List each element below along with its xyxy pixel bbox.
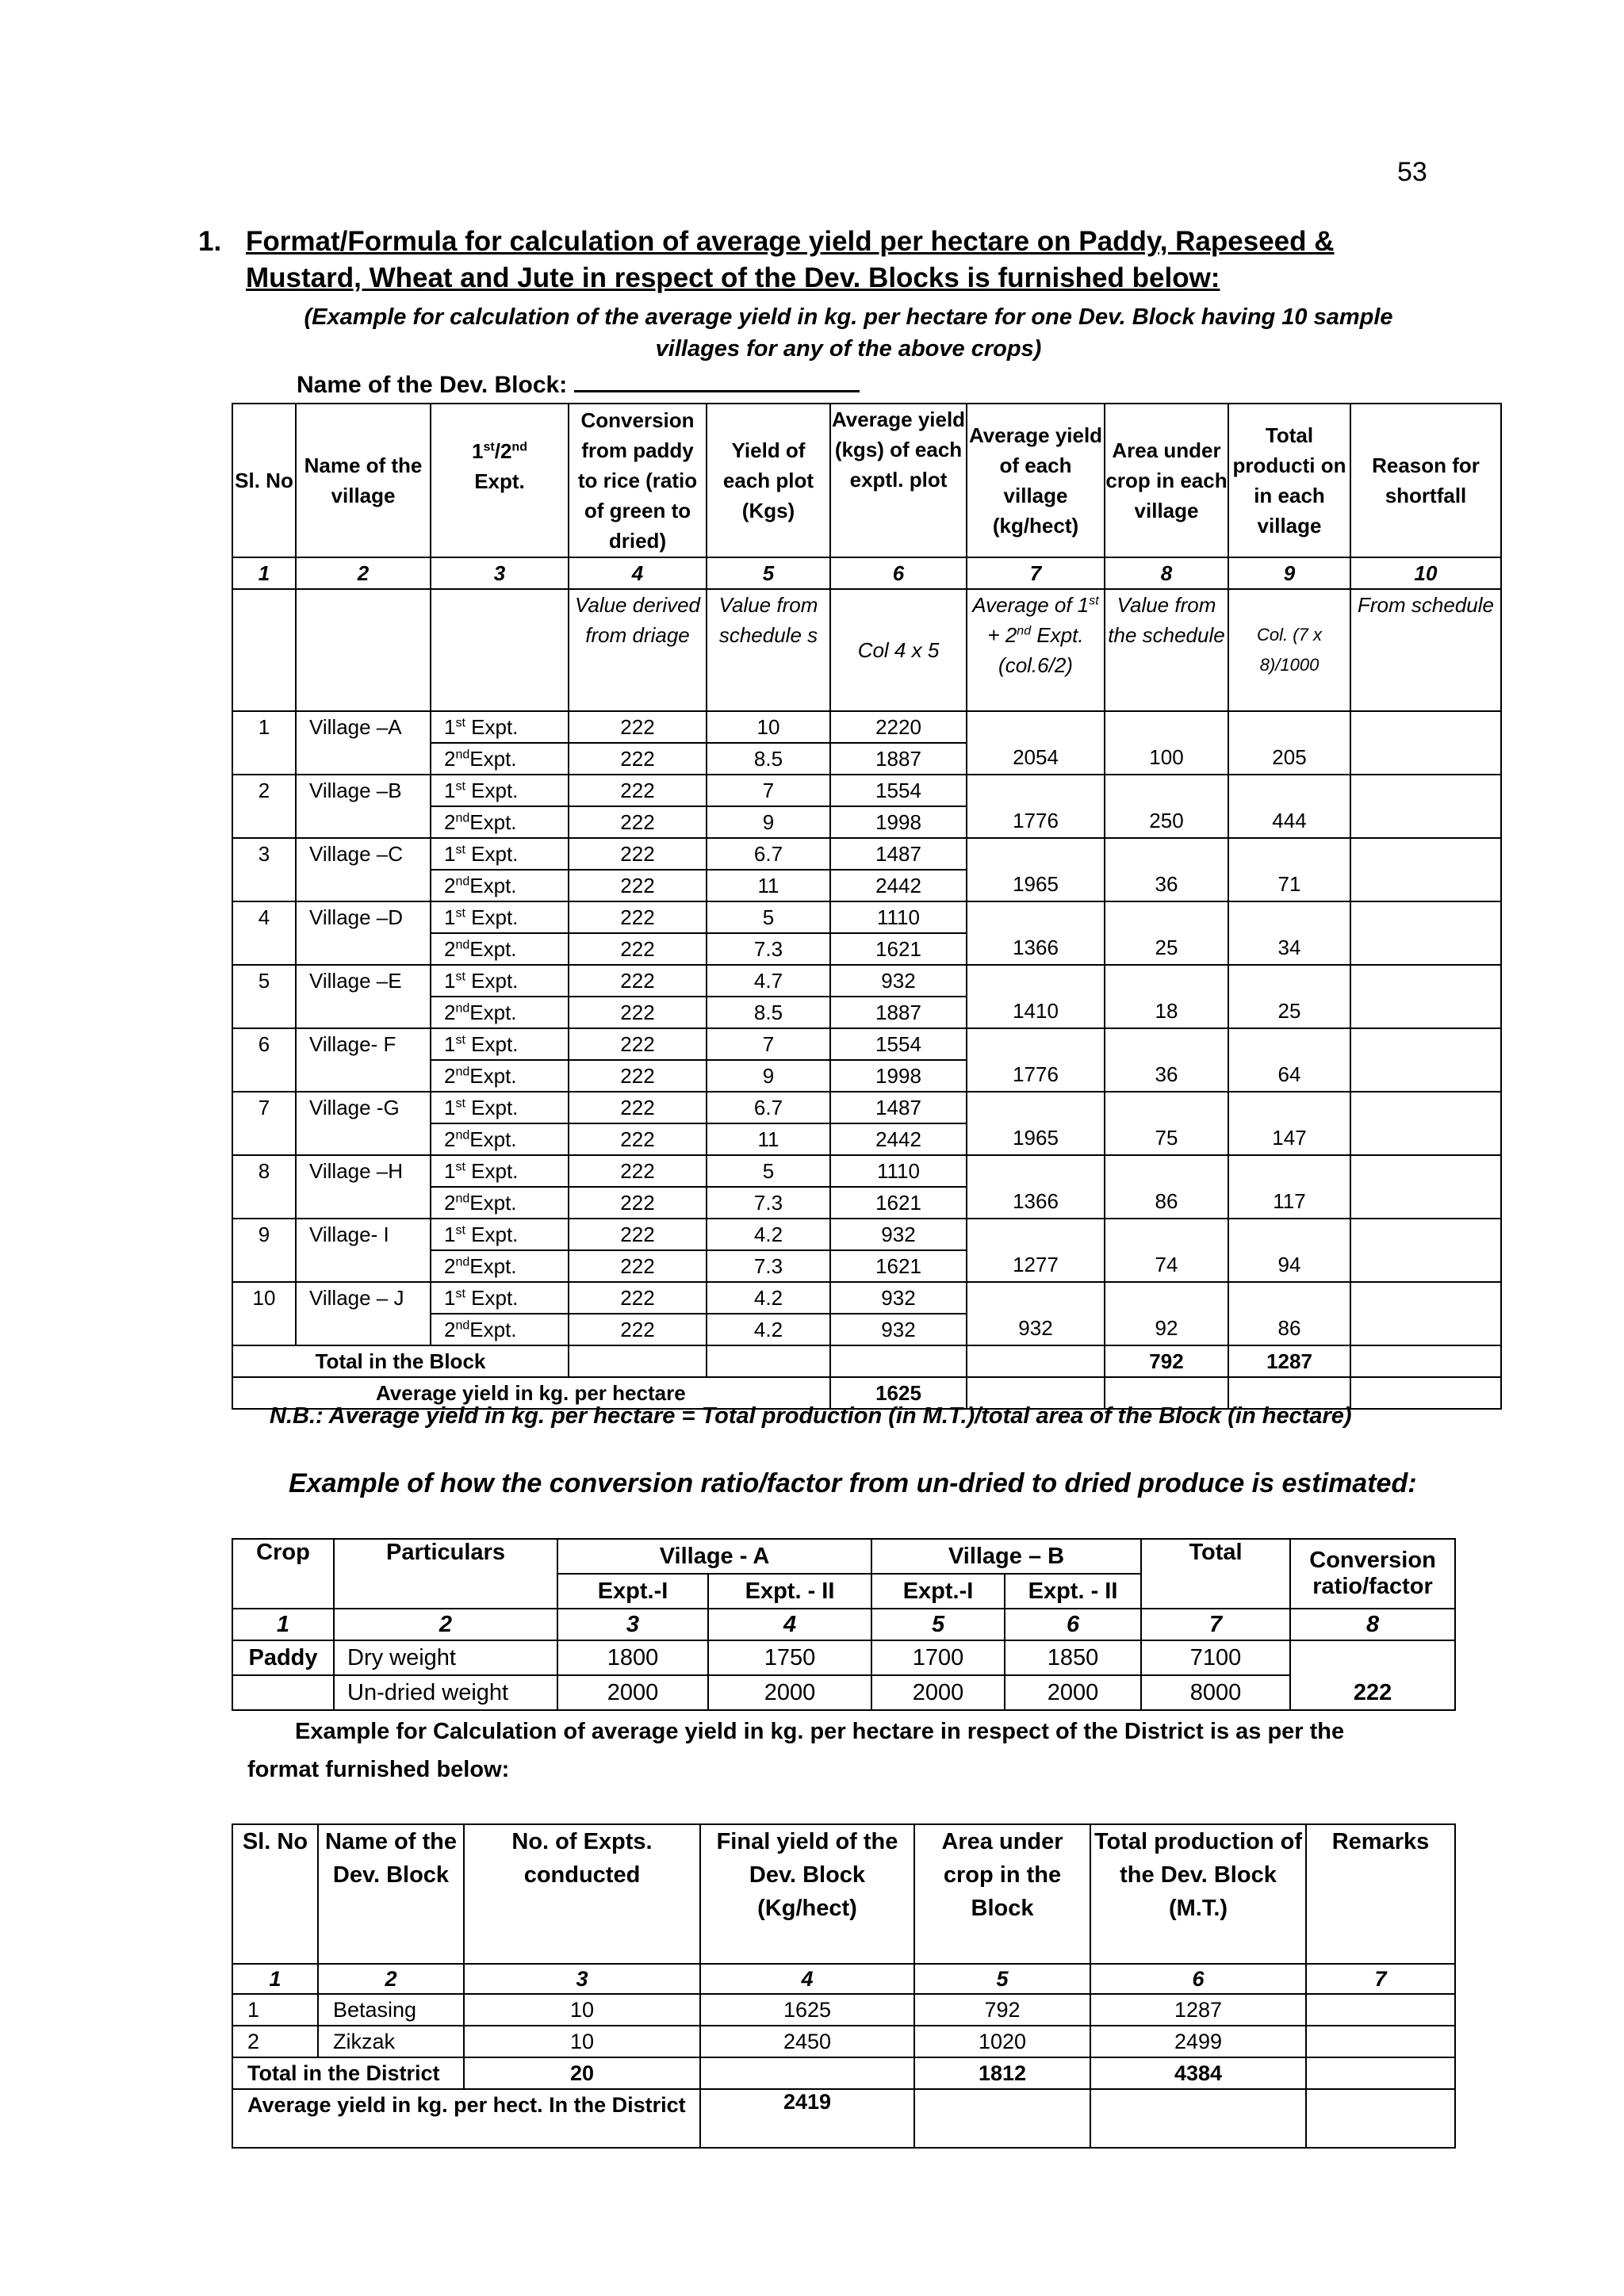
yield-cell: 2450	[700, 2026, 914, 2057]
plot-avg-cell: 1621	[830, 933, 967, 965]
header-total: Total	[1141, 1539, 1290, 1609]
sl-cell: 1	[232, 711, 296, 775]
header-final-yield: Final yield of the Dev. Block (Kg/hect)	[700, 1824, 914, 1964]
desc-total: Col. (7 x 8)/1000	[1228, 589, 1350, 711]
village-avg-cell: 932	[967, 1282, 1105, 1345]
sl-cell: 5	[232, 965, 296, 1028]
total-production-district: 4384	[1090, 2057, 1306, 2089]
village-name-cell: Village –C	[296, 838, 431, 901]
expt-2-label: 2ndExpt.	[431, 1060, 569, 1092]
value-cell: 2000	[1005, 1675, 1141, 1710]
district-note-line-1: Example for Calculation of average yield in kg. per hectare in respect of the District is as per the	[295, 1719, 1345, 1744]
conversion-cell: 222	[569, 933, 707, 965]
expt-1-label: 1st Expt.	[431, 901, 569, 933]
village-area-cell: 18	[1105, 965, 1228, 1028]
village-row	[232, 711, 1501, 743]
desc-conversion: Value derived from driage	[569, 589, 707, 711]
avg-empty	[914, 2089, 1090, 2148]
village-area-cell: 100	[1105, 711, 1228, 775]
col-number: 6	[1005, 1609, 1141, 1640]
expt-1-label: 1st Expt.	[431, 838, 569, 870]
reason-cell	[1350, 1282, 1501, 1345]
plot-yield-cell: 4.2	[707, 1282, 830, 1314]
col-number: 9	[1228, 557, 1350, 589]
average-yield-label: Average yield in kg. per hectare	[232, 1377, 830, 1409]
total-production: 1287	[1228, 1345, 1350, 1377]
village-name-cell: Village –D	[296, 901, 431, 965]
nb-note: N.B.: Average yield in kg. per hectare = Total production (in M.T.)/total area of the Block (in hectare)	[270, 1403, 1352, 1429]
production-cell: 1287	[1090, 1994, 1306, 2026]
village-row	[232, 838, 1501, 870]
col-number: 1	[232, 1964, 318, 1994]
total-empty	[707, 1345, 830, 1377]
col-number: 4	[700, 1964, 914, 1994]
conversion-cell: 222	[569, 1092, 707, 1123]
col-number: 6	[1090, 1964, 1306, 1994]
total-area: 792	[1105, 1345, 1228, 1377]
village-name-cell: Village -G	[296, 1092, 431, 1155]
desc-avg-village: Average of 1st + 2nd Expt. (col.6/2)	[967, 589, 1105, 711]
village-row	[232, 1219, 1501, 1250]
col-number: 3	[464, 1964, 700, 1994]
total-empty	[1306, 2057, 1455, 2089]
header-avg-plot: Average yield (kgs) of each exptl. plot	[830, 404, 967, 557]
particular-dry: Dry weight	[334, 1640, 557, 1675]
plot-yield-cell: 4.2	[707, 1314, 830, 1345]
conversion-cell: 222	[569, 1314, 707, 1345]
col-number: 4	[569, 557, 707, 589]
plot-avg-cell: 1998	[830, 806, 967, 838]
plot-avg-cell: 1887	[830, 743, 967, 775]
plot-avg-cell: 932	[830, 1219, 967, 1250]
conversion-cell: 222	[569, 1250, 707, 1282]
reason-cell	[1350, 1155, 1501, 1219]
conversion-cell: 222	[569, 1028, 707, 1060]
subnote-line-2: villages for any of the above crops)	[655, 336, 1042, 362]
village-total-cell: 64	[1228, 1028, 1350, 1092]
village-total-cell: 86	[1228, 1282, 1350, 1345]
header-village-a: Village - A	[557, 1539, 871, 1574]
total-area-district: 1812	[914, 2057, 1090, 2089]
avg-empty	[1090, 2089, 1306, 2148]
value-cell: 8000	[1141, 1675, 1290, 1710]
village-total-cell: 25	[1228, 965, 1350, 1028]
sl-cell: 2	[232, 775, 296, 838]
plot-avg-cell: 1554	[830, 1028, 967, 1060]
sl-cell: 2	[232, 2026, 318, 2057]
header-expts-conducted: No. of Expts. conducted	[464, 1824, 700, 1964]
total-empty	[967, 1345, 1105, 1377]
col-number: 7	[1141, 1609, 1290, 1640]
plot-yield-cell: 5	[707, 901, 830, 933]
plot-avg-cell: 932	[830, 1282, 967, 1314]
avg-empty	[1350, 1377, 1501, 1409]
expt-2-label: 2ndExpt.	[431, 870, 569, 901]
conversion-cell: 222	[569, 965, 707, 997]
col-number: 7	[1306, 1964, 1455, 1994]
remarks-cell	[1306, 2026, 1455, 2057]
village-area-cell: 36	[1105, 838, 1228, 901]
plot-avg-cell: 2442	[830, 1123, 967, 1155]
value-cell: 2000	[871, 1675, 1005, 1710]
value-cell: 2000	[557, 1675, 708, 1710]
expt-2-label: 2ndExpt.	[431, 806, 569, 838]
col-number: 2	[296, 557, 431, 589]
header-yield-plot: Yield of each plot (Kgs)	[707, 404, 830, 557]
expt-1-label: 1st Expt.	[431, 1092, 569, 1123]
header-village-b: Village – B	[871, 1539, 1141, 1574]
desc-area: Value from the schedule	[1105, 589, 1228, 711]
plot-avg-cell: 1621	[830, 1187, 967, 1219]
plot-yield-cell: 7	[707, 1028, 830, 1060]
header-area: Area under crop in each village	[1105, 404, 1228, 557]
total-empty	[830, 1345, 967, 1377]
village-avg-cell: 1277	[967, 1219, 1105, 1282]
col-number: 4	[708, 1609, 871, 1640]
district-note	[247, 1712, 1469, 1789]
village-row	[232, 1155, 1501, 1187]
conversion-ratio-table	[232, 1538, 1456, 1711]
header-village-name: Name of the village	[296, 404, 431, 557]
village-avg-cell: 1410	[967, 965, 1105, 1028]
total-empty	[700, 2057, 914, 2089]
area-cell: 792	[914, 1994, 1090, 2026]
value-cell: 2000	[708, 1675, 871, 1710]
conversion-cell: 222	[569, 1060, 707, 1092]
plot-yield-cell: 7.3	[707, 1250, 830, 1282]
conversion-cell: 222	[569, 1123, 707, 1155]
total-block-label: Total in the Block	[232, 1345, 569, 1377]
reason-cell	[1350, 711, 1501, 775]
plot-avg-cell: 2220	[830, 711, 967, 743]
expt-1-label: 1st Expt.	[431, 1155, 569, 1187]
header-expt: 1st/2nd Expt.	[431, 404, 569, 557]
header-particulars: Particulars	[334, 1539, 557, 1609]
expt-1-label: 1st Expt.	[431, 711, 569, 743]
plot-yield-cell: 8.5	[707, 997, 830, 1028]
desc-empty	[232, 589, 296, 711]
district-note-line-2: format furnished below:	[247, 1757, 510, 1782]
plot-avg-cell: 2442	[830, 870, 967, 901]
heading-line-1: Format/Formula for calculation of average yield per hectare on Paddy, Rapeseed &	[246, 226, 1335, 257]
village-row	[232, 775, 1501, 806]
plot-avg-cell: 1110	[830, 1155, 967, 1187]
header-expt-2: Expt. - II	[1005, 1574, 1141, 1609]
village-yield-table	[232, 403, 1502, 1410]
village-area-cell: 75	[1105, 1092, 1228, 1155]
header-total-production-block: Total production of the Dev. Block (M.T.)	[1090, 1824, 1306, 1964]
reason-cell	[1350, 1092, 1501, 1155]
conversion-example-title: Example of how the conversion ratio/factor from un-dried to dried produce is estimated:	[289, 1468, 1417, 1498]
sl-cell: 4	[232, 901, 296, 965]
village-name-cell: Village –H	[296, 1155, 431, 1219]
sl-cell: 9	[232, 1219, 296, 1282]
header-expt-1: Expt.-I	[871, 1574, 1005, 1609]
header-remarks: Remarks	[1306, 1824, 1455, 1964]
village-area-cell: 92	[1105, 1282, 1228, 1345]
village-area-cell: 86	[1105, 1155, 1228, 1219]
reason-cell	[1350, 965, 1501, 1028]
total-empty	[1350, 1345, 1501, 1377]
value-cell: 1850	[1005, 1640, 1141, 1675]
expt-2-label: 2ndExpt.	[431, 1123, 569, 1155]
plot-yield-cell: 9	[707, 1060, 830, 1092]
header-expt-2: Expt. - II	[708, 1574, 871, 1609]
expts-cell: 10	[464, 1994, 700, 2026]
desc-empty	[431, 589, 569, 711]
plot-avg-cell: 1487	[830, 838, 967, 870]
sl-cell: 3	[232, 838, 296, 901]
district-average-label: Average yield in kg. per hect. In the District	[232, 2089, 700, 2148]
plot-yield-cell: 5	[707, 1155, 830, 1187]
plot-avg-cell: 1487	[830, 1092, 967, 1123]
expts-cell: 10	[464, 2026, 700, 2057]
header-total-production: Total producti on in each village	[1228, 404, 1350, 557]
value-cell: 1800	[557, 1640, 708, 1675]
col-number: 5	[707, 557, 830, 589]
block-name-label: Name of the Dev. Block:	[297, 372, 568, 398]
plot-avg-cell: 1554	[830, 775, 967, 806]
village-total-cell: 34	[1228, 901, 1350, 965]
plot-yield-cell: 4.2	[707, 1219, 830, 1250]
col-number: 2	[334, 1609, 557, 1640]
header-avg-village: Average yield of each village (kg/hect)	[967, 404, 1105, 557]
expt-1-label: 1st Expt.	[431, 965, 569, 997]
village-avg-cell: 1776	[967, 775, 1105, 838]
col-number: 10	[1350, 557, 1501, 589]
desc-avg-plot: Col 4 x 5	[830, 589, 967, 711]
sl-cell: 10	[232, 1282, 296, 1345]
block-name-cell: Betasing	[318, 1994, 464, 2026]
header-sl-no: Sl. No	[232, 1824, 318, 1964]
col-number: 8	[1290, 1609, 1455, 1640]
header-expt-1: Expt.-I	[557, 1574, 708, 1609]
header-sl-no: Sl. No	[232, 404, 296, 557]
conversion-cell: 222	[569, 1155, 707, 1187]
village-name-cell: Village- I	[296, 1219, 431, 1282]
plot-yield-cell: 7	[707, 775, 830, 806]
avg-empty	[1306, 2089, 1455, 2148]
heading-line-2: Mustard, Wheat and Jute in respect of the Dev. Blocks is furnished below:	[246, 262, 1220, 293]
header-conversion: Conversion from paddy to rice (ratio of green to dried)	[569, 404, 707, 557]
plot-avg-cell: 1110	[830, 901, 967, 933]
header-conversion-ratio: Conversion ratio/factor	[1290, 1539, 1455, 1609]
plot-avg-cell: 932	[830, 965, 967, 997]
village-total-cell: 205	[1228, 711, 1350, 775]
sl-cell: 8	[232, 1155, 296, 1219]
plot-avg-cell: 1998	[830, 1060, 967, 1092]
conversion-cell: 222	[569, 1187, 707, 1219]
reason-cell	[1350, 1028, 1501, 1092]
village-name-cell: Village- F	[296, 1028, 431, 1092]
total-district-label: Total in the District	[232, 2057, 464, 2089]
remarks-cell	[1306, 1994, 1455, 2026]
col-number: 6	[830, 557, 967, 589]
conversion-cell: 222	[569, 1219, 707, 1250]
crop-name: Paddy	[232, 1640, 334, 1675]
header-reason: Reason for shortfall	[1350, 404, 1501, 557]
conversion-cell: 222	[569, 901, 707, 933]
total-empty	[569, 1345, 707, 1377]
value-cell: 7100	[1141, 1640, 1290, 1675]
col-number: 7	[967, 557, 1105, 589]
sl-cell: 1	[232, 1994, 318, 2026]
reason-cell	[1350, 838, 1501, 901]
reason-cell	[1350, 901, 1501, 965]
header-area-block: Area under crop in the Block	[914, 1824, 1090, 1964]
conversion-cell: 222	[569, 806, 707, 838]
village-avg-cell: 1965	[967, 838, 1105, 901]
village-avg-cell: 2054	[967, 711, 1105, 775]
col-number: 5	[871, 1609, 1005, 1640]
plot-avg-cell: 932	[830, 1314, 967, 1345]
sl-cell: 7	[232, 1092, 296, 1155]
header-crop: Crop	[232, 1539, 334, 1609]
village-avg-cell: 1366	[967, 1155, 1105, 1219]
desc-reason: From schedule	[1350, 589, 1501, 711]
plot-yield-cell: 7.3	[707, 933, 830, 965]
conversion-cell: 222	[569, 711, 707, 743]
plot-avg-cell: 1621	[830, 1250, 967, 1282]
expt-2-label: 2ndExpt.	[431, 1187, 569, 1219]
conversion-ratio-value: 222	[1290, 1640, 1455, 1710]
expt-2-label: 2ndExpt.	[431, 933, 569, 965]
village-total-cell: 444	[1228, 775, 1350, 838]
conversion-cell: 222	[569, 1282, 707, 1314]
particular-undried: Un-dried weight	[334, 1675, 557, 1710]
col-number: 1	[232, 557, 296, 589]
desc-empty	[296, 589, 431, 711]
village-row	[232, 1282, 1501, 1314]
expt-1-label: 1st Expt.	[431, 1282, 569, 1314]
reason-cell	[1350, 1219, 1501, 1282]
village-row	[232, 965, 1501, 997]
village-name-cell: Village –B	[296, 775, 431, 838]
conversion-cell: 222	[569, 997, 707, 1028]
village-total-cell: 147	[1228, 1092, 1350, 1155]
village-row	[232, 901, 1501, 933]
average-yield-value: 1625	[830, 1377, 967, 1409]
yield-cell: 1625	[700, 1994, 914, 2026]
reason-cell	[1350, 775, 1501, 838]
plot-avg-cell: 1887	[830, 997, 967, 1028]
sl-cell: 6	[232, 1028, 296, 1092]
block-name-blank	[574, 369, 860, 392]
plot-yield-cell: 4.7	[707, 965, 830, 997]
page-number: 53	[1397, 157, 1427, 187]
col-number: 3	[557, 1609, 708, 1640]
plot-yield-cell: 6.7	[707, 1092, 830, 1123]
village-row	[232, 1028, 1501, 1060]
example-subnote	[238, 301, 1459, 365]
village-area-cell: 36	[1105, 1028, 1228, 1092]
expt-1-label: 1st Expt.	[431, 1028, 569, 1060]
village-name-cell: Village – J	[296, 1282, 431, 1345]
plot-yield-cell: 11	[707, 870, 830, 901]
village-total-cell: 117	[1228, 1155, 1350, 1219]
village-avg-cell: 1965	[967, 1092, 1105, 1155]
district-yield-table	[232, 1823, 1456, 2149]
production-cell: 2499	[1090, 2026, 1306, 2057]
col-number: 1	[232, 1609, 334, 1640]
expt-1-label: 1st Expt.	[431, 1219, 569, 1250]
plot-yield-cell: 6.7	[707, 838, 830, 870]
heading-number: 1.	[198, 226, 222, 257]
section-heading	[198, 224, 1451, 297]
village-area-cell: 25	[1105, 901, 1228, 965]
crop-empty	[232, 1675, 334, 1710]
subnote-line-1: (Example for calculation of the average yield in kg. per hectare for one Dev. Block having 10 sample	[304, 304, 1393, 330]
expt-2-label: 2ndExpt.	[431, 1314, 569, 1345]
conversion-cell: 222	[569, 838, 707, 870]
village-avg-cell: 1366	[967, 901, 1105, 965]
col-number: 2	[318, 1964, 464, 1994]
conversion-cell: 222	[569, 775, 707, 806]
expt-2-label: 2ndExpt.	[431, 743, 569, 775]
desc-yield: Value from schedule s	[707, 589, 830, 711]
col-number: 5	[914, 1964, 1090, 1994]
district-average-value: 2419	[700, 2089, 914, 2148]
plot-yield-cell: 11	[707, 1123, 830, 1155]
village-name-cell: Village –E	[296, 965, 431, 1028]
header-block-name: Name of the Dev. Block	[318, 1824, 464, 1964]
total-expts: 20	[464, 2057, 700, 2089]
village-avg-cell: 1776	[967, 1028, 1105, 1092]
plot-yield-cell: 10	[707, 711, 830, 743]
village-area-cell: 74	[1105, 1219, 1228, 1282]
area-cell: 1020	[914, 2026, 1090, 2057]
village-total-cell: 71	[1228, 838, 1350, 901]
village-area-cell: 250	[1105, 775, 1228, 838]
col-number: 3	[431, 557, 569, 589]
plot-yield-cell: 9	[707, 806, 830, 838]
value-cell: 1750	[708, 1640, 871, 1675]
expt-2-label: 2ndExpt.	[431, 997, 569, 1028]
plot-yield-cell: 7.3	[707, 1187, 830, 1219]
expt-2-label: 2ndExpt.	[431, 1250, 569, 1282]
village-total-cell: 94	[1228, 1219, 1350, 1282]
block-name-cell: Zikzak	[318, 2026, 464, 2057]
expt-1-label: 1st Expt.	[431, 775, 569, 806]
village-name-cell: Village –A	[296, 711, 431, 775]
conversion-cell: 222	[569, 870, 707, 901]
conversion-cell: 222	[569, 743, 707, 775]
village-row	[232, 1092, 1501, 1123]
col-number: 8	[1105, 557, 1228, 589]
block-name-field	[297, 369, 860, 399]
plot-yield-cell: 8.5	[707, 743, 830, 775]
value-cell: 1700	[871, 1640, 1005, 1675]
